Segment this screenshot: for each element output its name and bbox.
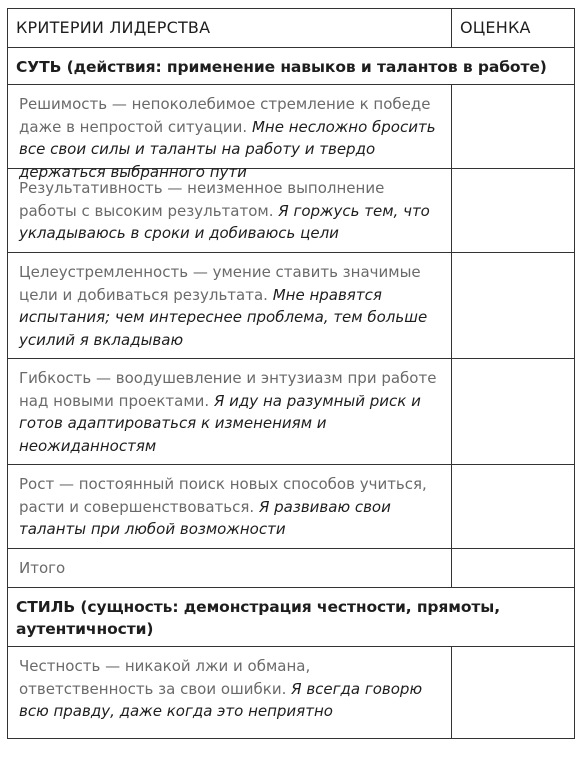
criterion-definition: Честность — никакой лжи и обмана, ответственность за свои ошибки. [19,657,311,698]
criterion-statement: Я иду на разумный риск и готов адаптироваться к изменениям и неожиданностям [19,391,421,455]
criteria-header-text: КРИТЕРИИ ЛИДЕРСТВА [16,18,211,37]
criterion-statement: Мне несложно бросить все свои силы и таланты на работу и твердо держаться выбранного пути [19,117,436,181]
score-cell[interactable] [452,85,575,169]
criterion-definition: Гибкость — воодушевление и энтузиазм при работе над новыми проектами. [19,369,437,410]
criterion-definition: Рост — постоянный поиск новых способов учиться, расти и совершенствоваться. [19,475,427,516]
criterion-cell [8,85,452,181]
score-cell[interactable] [452,647,575,739]
criterion-definition: Решимость — непоколебимое стремление к победе даже в непростой ситуации. [19,95,431,136]
section-row-essence [8,48,575,85]
criteria-column-header [8,9,452,48]
total-row [8,549,575,588]
table-header-row [8,9,575,48]
table-row [8,253,575,359]
criterion-cell [8,169,452,253]
table-row [8,85,575,169]
criterion-statement: Я горжусь тем, что укладываюсь в сроки и добиваюсь цели [19,201,430,242]
criterion-statement: Я развиваю свои таланты при любой возможности [19,497,391,538]
section-title-cell [8,588,575,647]
criterion-statement: Я всегда говорю всю правду, даже когда это неприятно [19,679,423,720]
score-cell[interactable] [452,253,575,359]
table-row [8,169,575,253]
total-score-cell[interactable] [452,549,575,588]
table-row [8,465,575,549]
score-cell[interactable] [452,465,575,549]
criterion-statement: Мне нравятся испытания; чем интереснее проблема, тем больше усилий я вкладываю [19,285,428,349]
criterion-definition: Результативность — неизменное выполнение работы с высоким результатом. [19,179,385,220]
total-label-cell [8,549,452,588]
section-title-cell [8,48,575,85]
section-title-style: СТИЛЬ (сущность: демонстрация честности, прямоты, аутентичности) [16,598,500,638]
score-cell[interactable] [452,359,575,465]
score-column-header [452,9,575,48]
criterion-cell [8,647,452,739]
leadership-criteria-table [7,8,575,739]
table-row [8,647,575,739]
section-title-essence: СУТЬ (действия: применение навыков и талантов в работе) [16,58,547,76]
criterion-cell [8,465,452,549]
score-cell[interactable] [452,169,575,253]
leadership-criteria-sheet [7,8,574,739]
table-row [8,359,575,465]
criterion-cell [8,253,452,359]
section-row-style [8,588,575,647]
criterion-definition: Целеустремленность — умение ставить значимые цели и добиваться результата. [19,263,421,304]
score-header-text: ОЦЕНКА [460,18,531,37]
total-label: Итого [19,559,66,577]
criterion-cell [8,359,452,465]
